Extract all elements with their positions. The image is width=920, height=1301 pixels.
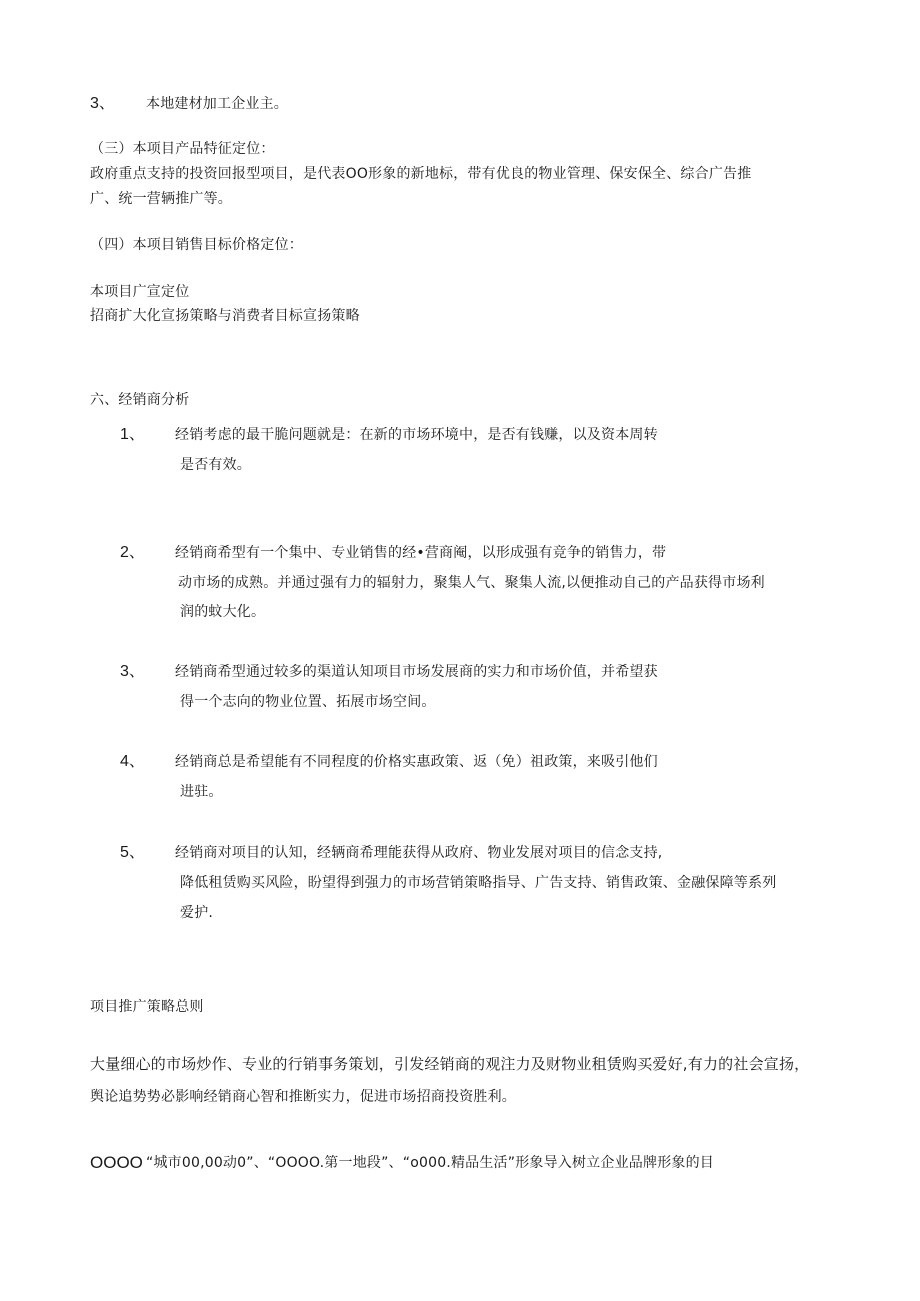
paragraph-line: 政府重点支持的投资回报型项目，是代表OO形象的新地标，带有优良的物业管理、保安保全、综合广告推: [90, 166, 752, 182]
item-line: 经销考虑的最干脆问题就是：在新的市场环境中，是否有钱赚，以及资本周转: [175, 427, 658, 443]
item-line: 得一个志向的物业位置、拓展市场空间。: [180, 694, 436, 710]
item-number: 3、: [90, 95, 115, 112]
paragraph-line: 本项目广宣定位: [90, 284, 190, 300]
item-number: 2、: [120, 544, 145, 561]
section-heading: 项目推广策略总则: [90, 999, 204, 1015]
paragraph-line: “城市00,00动0”、“OOOO.第一地段”、“o000.精品生活”形象导入树立企业品牌形象的目: [146, 1155, 715, 1171]
item-line: 降低租赁购买风险，盼望得到强力的市场营销策略指导、广告支持、销售政策、金融保障等系列: [180, 875, 777, 891]
brand-placeholder: OOOO: [90, 1153, 143, 1172]
paragraph-line: 舆论追势势必影响经销商心智和推断实力，促进市场招商投资胜利。: [90, 1089, 516, 1105]
item-line: 经销商总是希望能有不同程度的价格实惠政策、返（免）祖政策，来吸引他们: [175, 754, 658, 770]
paragraph-line: 广、统一营辆推广等。: [90, 191, 232, 207]
item-line: 润的蚊大化。: [180, 604, 266, 620]
paragraph-line: 招商扩大化宣扬策略与消费者目标宣扬策略: [90, 308, 360, 324]
item-line: 动市场的成熟。并通过强有力的辐射力，聚集人气、聚集人流,以便推动自己的产品获得市场利: [178, 575, 765, 591]
item-line: 是否有效。: [180, 457, 251, 473]
item-line: 爱护.: [180, 905, 214, 921]
item-number: 5、: [120, 844, 145, 861]
paragraph-line: 大量细心的市场炒作、专业的行销事务策划，引发经销商的观注力及财物业租赁购买爱好,有力的社会宣扬，: [90, 1055, 810, 1073]
section-heading: （四）本项目销售目标价格定位：: [90, 237, 303, 253]
item-number: 1、: [120, 426, 145, 443]
section-heading: 六、经销商分析: [90, 392, 190, 408]
item-number: 3、: [120, 663, 145, 680]
item-text: 本地建材加工企业主。: [146, 96, 288, 112]
item-line: 经销商希型有一个集中、专业销售的经•营商阉，以形成强有竞争的销售力，带: [175, 545, 667, 561]
item-line: 进驻。: [180, 784, 223, 800]
item-line: 经销商对项目的认知，经辆商希理能获得从政府、物业发展对项目的信念支持,: [175, 845, 663, 861]
item-number: 4、: [120, 753, 145, 770]
section-heading: （三）本项目产品特征定位：: [90, 141, 275, 157]
item-line: 经销商希型通过较多的渠道认知项目市场发展商的实力和市场价值，并希望获: [175, 664, 658, 680]
